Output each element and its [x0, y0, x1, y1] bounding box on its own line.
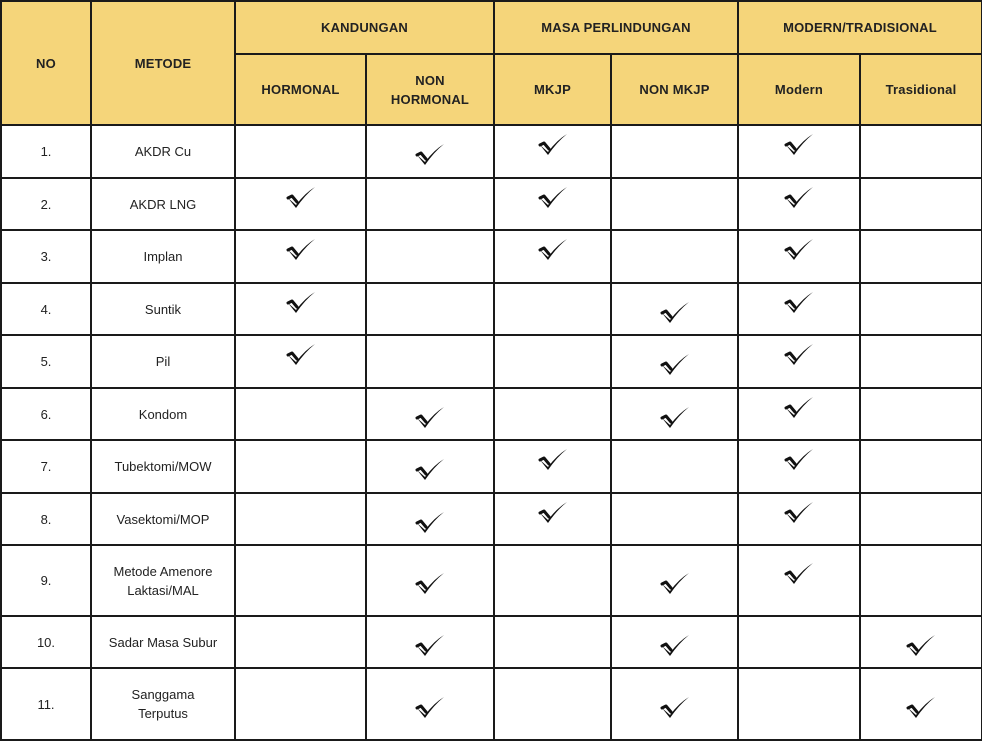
method-line: Implan — [143, 249, 183, 264]
cell-mkjp — [494, 230, 611, 283]
cell-hormonal — [235, 230, 366, 283]
row-number: 6. — [1, 388, 91, 440]
header-hormonal: HORMONAL — [235, 54, 366, 125]
table-row — [1, 335, 982, 388]
cell-hormonal — [235, 668, 366, 740]
checkmark-icon — [285, 236, 317, 262]
cell-non-hormonal — [366, 178, 494, 230]
cell-non-mkjp — [611, 125, 738, 178]
cell-mkjp — [494, 178, 611, 230]
method-line: Terputus — [138, 706, 188, 721]
header-non-hormonal-line-1: NON — [415, 72, 445, 88]
table-row — [1, 493, 982, 545]
cell-modern — [738, 545, 860, 616]
cell-mkjp — [494, 545, 611, 616]
cell-non-mkjp — [611, 335, 738, 388]
cell-tradisional — [860, 545, 982, 616]
cell-non-mkjp — [611, 440, 738, 493]
checkmark-icon — [783, 394, 815, 420]
row-method — [91, 283, 235, 335]
row-number: 8. — [1, 493, 91, 545]
cell-modern — [738, 283, 860, 335]
cell-tradisional — [860, 440, 982, 493]
method-line: Suntik — [144, 301, 182, 317]
checkmark-icon — [659, 299, 691, 325]
cell-mkjp — [494, 335, 611, 388]
table-row — [1, 178, 982, 230]
checkmark-icon — [537, 131, 569, 157]
cell-tradisional — [860, 668, 982, 740]
cell-hormonal — [235, 125, 366, 178]
cell-hormonal — [235, 178, 366, 230]
method-line: Tubektomi/MOW — [114, 459, 212, 474]
header-non-mkjp: NON MKJP — [611, 54, 738, 125]
cell-mkjp — [494, 493, 611, 545]
checkmark-icon — [783, 289, 815, 315]
cell-modern — [738, 440, 860, 493]
checkmark-icon — [659, 632, 691, 658]
checkmark-icon — [659, 570, 691, 596]
cell-non-hormonal — [366, 230, 494, 283]
cell-modern — [738, 178, 860, 230]
cell-non-mkjp — [611, 545, 738, 616]
cell-non-hormonal — [366, 616, 494, 668]
cell-tradisional — [860, 283, 982, 335]
header-tradisional: Trasidional — [860, 54, 982, 125]
checkmark-icon — [537, 236, 569, 262]
table-row — [1, 230, 982, 283]
checkmark-icon — [659, 351, 691, 377]
method-line: AKDR Cu — [134, 144, 192, 159]
row-method — [91, 335, 235, 388]
checkmark-icon — [783, 184, 815, 210]
checkmark-icon — [414, 404, 446, 430]
checkmark-icon — [414, 141, 446, 167]
checkmark-icon — [659, 694, 691, 720]
cell-hormonal — [235, 388, 366, 440]
checkmark-icon — [414, 509, 446, 535]
checkmark-icon — [905, 632, 937, 658]
method-line: Pil — [155, 354, 171, 369]
table-row — [1, 283, 982, 335]
header-modern: Modern — [738, 54, 860, 125]
row-method — [91, 440, 235, 493]
row-number: 4. — [1, 283, 91, 335]
checkmark-icon — [414, 632, 446, 658]
cell-non-mkjp — [611, 178, 738, 230]
method-line: Sanggama — [131, 687, 195, 702]
header-metode: METODE — [91, 1, 235, 125]
cell-non-hormonal — [366, 388, 494, 440]
method-line: Metode Amenore — [113, 563, 213, 579]
cell-hormonal — [235, 335, 366, 388]
method-line: AKDR LNG — [129, 196, 197, 212]
checkmark-icon — [783, 446, 815, 472]
cell-modern — [738, 668, 860, 740]
header-mkjp: MKJP — [494, 54, 611, 125]
row-number: 1. — [1, 125, 91, 178]
cell-tradisional — [860, 388, 982, 440]
row-number: 11. — [1, 668, 91, 740]
checkmark-icon — [905, 694, 937, 720]
method-line: Kondom — [138, 406, 188, 422]
cell-non-mkjp — [611, 668, 738, 740]
header-group-modern-tradisional: MODERN/TRADISIONAL — [738, 1, 982, 54]
cell-tradisional — [860, 335, 982, 388]
cell-modern — [738, 125, 860, 178]
cell-non-hormonal — [366, 335, 494, 388]
cell-hormonal — [235, 545, 366, 616]
cell-non-mkjp — [611, 230, 738, 283]
cell-non-hormonal — [366, 440, 494, 493]
table-row — [1, 388, 982, 440]
checkmark-icon — [414, 456, 446, 482]
row-number: 7. — [1, 440, 91, 493]
row-number: 3. — [1, 230, 91, 283]
cell-non-hormonal — [366, 125, 494, 178]
checkmark-icon — [659, 404, 691, 430]
cell-non-mkjp — [611, 283, 738, 335]
checkmark-icon — [414, 570, 446, 596]
checkmark-icon — [285, 289, 317, 315]
cell-non-hormonal — [366, 668, 494, 740]
checkmark-icon — [783, 236, 815, 262]
cell-modern — [738, 616, 860, 668]
row-number: 10. — [1, 616, 91, 668]
checkmark-icon — [783, 341, 815, 367]
cell-modern — [738, 388, 860, 440]
method-line: Laktasi/MAL — [127, 582, 199, 598]
row-number: 9. — [1, 545, 91, 616]
checkmark-icon — [537, 499, 569, 525]
cell-mkjp — [494, 388, 611, 440]
method-line: Sadar Masa Subur — [108, 634, 218, 650]
cell-mkjp — [494, 616, 611, 668]
row-number: 2. — [1, 178, 91, 230]
checkmark-icon — [414, 694, 446, 720]
checkmark-icon — [285, 184, 317, 210]
row-method — [91, 178, 235, 230]
cell-tradisional — [860, 230, 982, 283]
checkmark-icon — [783, 131, 815, 157]
cell-mkjp — [494, 283, 611, 335]
cell-tradisional — [860, 125, 982, 178]
cell-mkjp — [494, 440, 611, 493]
header-no: NO — [1, 1, 91, 125]
table-row — [1, 616, 982, 668]
cell-non-hormonal — [366, 545, 494, 616]
checkmark-icon — [285, 341, 317, 367]
cell-modern — [738, 493, 860, 545]
cell-hormonal — [235, 493, 366, 545]
row-method — [91, 125, 235, 178]
header-group-kandungan: KANDUNGAN — [235, 1, 494, 54]
cell-non-hormonal — [366, 283, 494, 335]
header-non-hormonal-line-2: HORMONAL — [390, 91, 470, 107]
cell-hormonal — [235, 440, 366, 493]
cell-non-mkjp — [611, 616, 738, 668]
cell-mkjp — [494, 668, 611, 740]
cell-non-mkjp — [611, 493, 738, 545]
cell-modern — [738, 230, 860, 283]
row-method — [91, 545, 235, 616]
row-method — [91, 388, 235, 440]
header-non-hormonal — [366, 54, 494, 125]
table-row — [1, 668, 982, 740]
table-row — [1, 440, 982, 493]
cell-mkjp — [494, 125, 611, 178]
row-method — [91, 493, 235, 545]
cell-hormonal — [235, 616, 366, 668]
checkmark-icon — [537, 446, 569, 472]
row-method — [91, 616, 235, 668]
table-row — [1, 125, 982, 178]
cell-tradisional — [860, 616, 982, 668]
table-body — [1, 125, 982, 740]
cell-hormonal — [235, 283, 366, 335]
row-method — [91, 230, 235, 283]
table-row — [1, 545, 982, 616]
method-line: Vasektomi/MOP — [116, 511, 210, 527]
header-group-masa-perlindungan: MASA PERLINDUNGAN — [494, 1, 738, 54]
cell-modern — [738, 335, 860, 388]
cell-tradisional — [860, 493, 982, 545]
checkmark-icon — [537, 184, 569, 210]
cell-non-mkjp — [611, 388, 738, 440]
cell-tradisional — [860, 178, 982, 230]
row-method — [91, 668, 235, 740]
checkmark-icon — [783, 499, 815, 525]
table-header — [1, 1, 982, 125]
checkmark-icon — [783, 560, 815, 586]
cell-non-hormonal — [366, 493, 494, 545]
row-number: 5. — [1, 335, 91, 388]
